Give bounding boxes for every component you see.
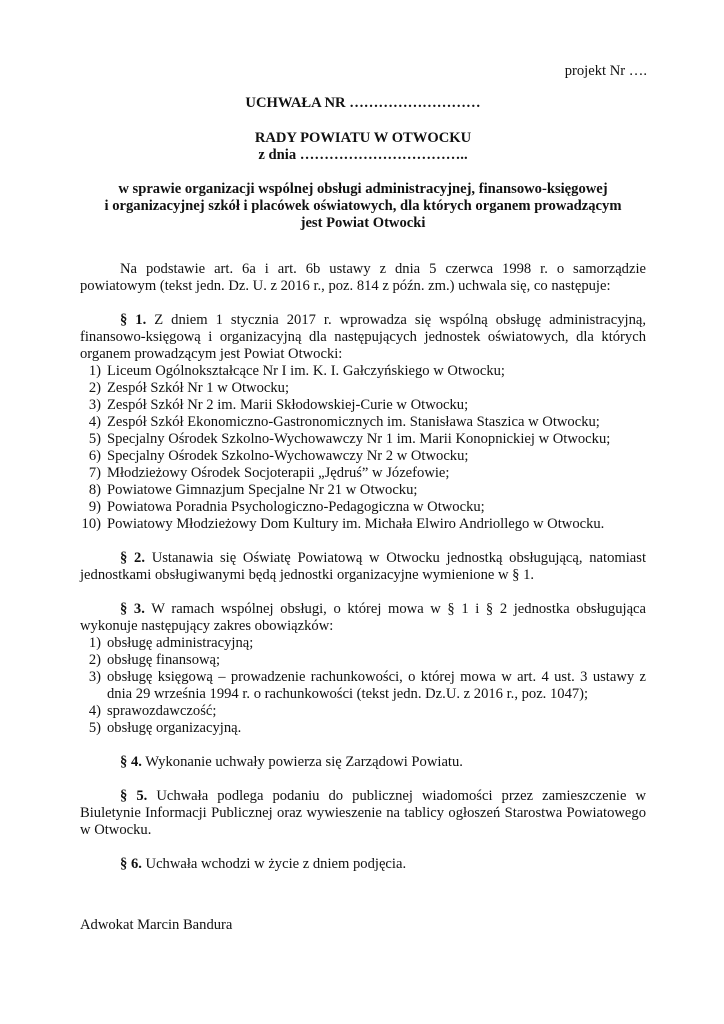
units-list bbox=[80, 363, 646, 533]
signature: Adwokat Marcin Bandura bbox=[80, 917, 233, 933]
document-body bbox=[80, 261, 646, 873]
item-text: Młodzieżowy Ośrodek Socjoterapii „Jędruś” w Józefowie; bbox=[107, 465, 450, 481]
list-item bbox=[80, 635, 646, 652]
paragraph-2 bbox=[80, 550, 646, 584]
item-number: 2) bbox=[88, 652, 101, 668]
item-number: 1) bbox=[88, 363, 101, 379]
paragraph-text: Uchwała wchodzi w życie z dniem podjęcia. bbox=[141, 856, 407, 872]
item-number: 9) bbox=[88, 499, 101, 515]
paragraph-3 bbox=[80, 601, 646, 635]
item-text: Specjalny Ośrodek Szkolno-Wychowawczy Nr 2 w Otwocku; bbox=[107, 448, 469, 464]
paragraph-5 bbox=[80, 788, 646, 839]
item-text: Liceum Ogólnokształcące Nr I im. K. I. Gałczyńskiego w Otwocku; bbox=[107, 363, 505, 379]
paragraph-mark: § 3. bbox=[120, 601, 145, 617]
list-item bbox=[80, 465, 646, 482]
preamble: Na podstawie art. 6a i art. 6b ustawy z dnia 5 czerwca 1998 r. o samorządzie powiatowym (tekst jedn. Dz. U. z 2016 r., poz. 814 z późn. zm.) uchwala się, co następuje: bbox=[80, 261, 646, 294]
item-number: 3) bbox=[88, 397, 101, 413]
duties-list bbox=[80, 635, 646, 737]
item-text: Zespół Szkół Ekonomiczno-Gastronomicznych im. Stanisława Staszica w Otwocku; bbox=[107, 414, 600, 430]
paragraph-4 bbox=[80, 754, 646, 771]
item-text: sprawozdawczość; bbox=[107, 703, 217, 719]
item-text: Powiatowy Młodzieżowy Dom Kultury im. Michała Elwiro Andriollego w Otwocku. bbox=[107, 516, 605, 532]
resolution-subject bbox=[80, 181, 646, 232]
list-item bbox=[80, 482, 646, 499]
item-text: obsługę księgową – prowadzenie rachunkowości, o której mowa w art. 4 ust. 3 ustawy z dnia 29 września 1994 r. o rachunkowości (tekst jedn. Dz.U. z 2016 r., poz. 1047); bbox=[107, 669, 646, 702]
item-number: 4) bbox=[88, 414, 101, 430]
list-item bbox=[80, 431, 646, 448]
list-item bbox=[80, 720, 646, 737]
paragraph-text: Wykonanie uchwały powierza się Zarządowi Powiatu. bbox=[141, 754, 463, 770]
subject-line: w sprawie organizacji wspólnej obsługi administracyjnej, finansowo-księgowej bbox=[118, 181, 608, 197]
item-text: Zespół Szkół Nr 1 w Otwocku; bbox=[107, 380, 289, 396]
resolution-number: UCHWAŁA NR ……………………… bbox=[245, 95, 481, 111]
paragraph-6 bbox=[80, 856, 646, 873]
subject-line: i organizacyjnej szkół i placówek oświatowych, dla których organem prowadzącym bbox=[104, 198, 622, 214]
item-number: 2) bbox=[88, 380, 101, 396]
paragraph-text: Uchwała podlega podaniu do publicznej wiadomości przez zamieszczenie w Biuletynie Informacji Publicznej oraz wywieszenie na tablicy ogłoszeń Starostwa Powiatowego w Otwocku. bbox=[80, 788, 646, 838]
item-number: 6) bbox=[88, 448, 101, 464]
item-text: obsługę finansową; bbox=[107, 652, 221, 668]
paragraph-mark: § 6. bbox=[120, 856, 142, 872]
council-name: RADY POWIATU W OTWOCKU bbox=[254, 130, 472, 146]
paragraph-text: W ramach wspólnej obsługi, o której mowa w § 1 i § 2 jednostka obsługująca wykonuje następujący zakres obowiązków: bbox=[80, 601, 646, 634]
item-number: 10) bbox=[81, 516, 101, 532]
paragraph-text: Ustanawia się Oświatę Powiatową w Otwocku jednostką obsługującą, natomiast jednostkami obsługiwanymi będą jednostki organizacyjne wymienione w § 1. bbox=[80, 550, 647, 583]
item-number: 5) bbox=[88, 431, 101, 447]
item-text: Specjalny Ośrodek Szkolno-Wychowawczy Nr 1 im. Marii Konopnickiej w Otwocku; bbox=[107, 431, 611, 447]
subject-line: jest Powiat Otwocki bbox=[300, 215, 426, 231]
list-item bbox=[80, 380, 646, 397]
paragraph-mark: § 1. bbox=[120, 312, 147, 328]
paragraph-mark: § 4. bbox=[120, 754, 142, 770]
list-item bbox=[80, 448, 646, 465]
list-item bbox=[80, 397, 646, 414]
item-number: 3) bbox=[88, 669, 101, 685]
list-item bbox=[80, 516, 646, 533]
item-number: 8) bbox=[88, 482, 101, 498]
list-item bbox=[80, 499, 646, 516]
paragraph-mark: § 2. bbox=[120, 550, 145, 566]
item-text: Zespół Szkół Nr 2 im. Marii Skłodowskiej-Curie w Otwocku; bbox=[107, 397, 469, 413]
resolution-date: z dnia …………………………….. bbox=[258, 147, 468, 163]
list-item bbox=[80, 703, 646, 720]
item-text: obsługę organizacyjną. bbox=[107, 720, 242, 736]
item-number: 5) bbox=[88, 720, 101, 736]
item-number: 4) bbox=[88, 703, 101, 719]
list-item bbox=[80, 652, 646, 669]
paragraph-text: Z dniem 1 stycznia 2017 r. wprowadza się wspólną obsługę administracyjną, finansowo-księgową i organizacyjną dla następujących jednostek oświatowych, dla których organem prowadzącym jest Powiat Otwocki: bbox=[80, 312, 646, 362]
project-label: projekt Nr …. bbox=[564, 63, 647, 79]
item-number: 1) bbox=[88, 635, 101, 651]
list-item bbox=[80, 363, 646, 380]
item-number: 7) bbox=[88, 465, 101, 481]
item-text: Powiatowa Poradnia Psychologiczno-Pedagogiczna w Otwocku; bbox=[107, 499, 485, 515]
list-item bbox=[80, 669, 646, 703]
item-text: obsługę administracyjną; bbox=[107, 635, 254, 651]
paragraph-mark: § 5. bbox=[120, 788, 148, 804]
paragraph-1 bbox=[80, 312, 646, 363]
item-text: Powiatowe Gimnazjum Specjalne Nr 21 w Otwocku; bbox=[107, 482, 418, 498]
list-item bbox=[80, 414, 646, 431]
